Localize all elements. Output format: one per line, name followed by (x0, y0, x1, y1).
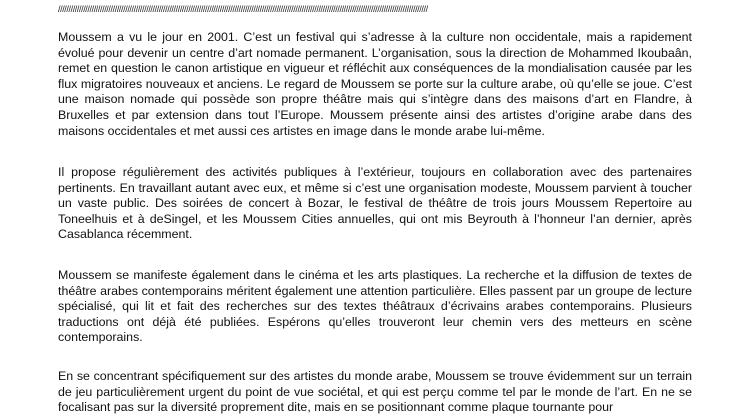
paragraph-cinema-arts: Moussem se manifeste également dans le cinéma et les arts plastiques. La recherche et la diffusion de textes de théâtre arabes contemporains méritent également une attention particulière. Elles passent par un groupe de lecture spécialisé, qui lit et fait des recherches sur des textes théâtraux d’écrivains arabes contemporains. Plusieurs traductions ont déjà été publiées. Espérons qu’elles trouveront leur chemin vers des metteurs en scène contemporains. (58, 268, 692, 345)
header-slash-rule: //////////////////////////////////////////////////////////////////////////////////////////////////////////////////////////////////////////////////////////////////////////////// (58, 4, 428, 14)
paragraph-activities: Il propose régulièrement des activités publiques à l’extérieur, toujours en collaboration avec des partenaires pertinents. En travaillant autant avec eux, et même si c’est une organisation modeste, Moussem parvient à toucher un vaste public. Des soirées de concert à Bozar, le festival de théâtre de trois jours Moussem Repertoire au Toneelhuis et à deSingel, et les Moussem Cities annuelles, qui ont mis Beyrouth à l’honneur l’an dernier, après Casablanca récemment. (58, 165, 692, 242)
paragraph-arab-world: En se concentrant spécifiquement sur des artistes du monde arabe, Moussem se trouve évidemment sur un terrain de jeu particulièrement urgent du point de vue sociétal, et qui est perçu comme tel par le monde de l’art. En ne se focalisant pas sur la diversité proprement dite, mais en se positionnant comme plaque tournante pour (58, 369, 692, 415)
paragraph-intro: Moussem a vu le jour en 2001. C’est un festival qui s’adresse à la culture non occidentale, mais a rapidement évolué pour devenir un centre d’art nomade permanent. L’organisation, sous la direction de Mohammed Ikoubaân, remet en question le canon artistique en vigueur et réfléchit aux conséquences de la mondialisation causée par les flux migratoires nouveaux et anciens. Le regard de Moussem se porte sur la culture arabe, où qu’elle se joue. C’est une maison nomade qui possède son propre théâtre mais qui s’intègre dans des maisons d’art en Flandre, à Bruxelles et par extension dans tout l’Europe. Moussem présente ainsi des artistes d’origine arabe dans des maisons occidentales et met aussi ces artistes en image dans le monde arabe lui-même. (58, 30, 692, 138)
